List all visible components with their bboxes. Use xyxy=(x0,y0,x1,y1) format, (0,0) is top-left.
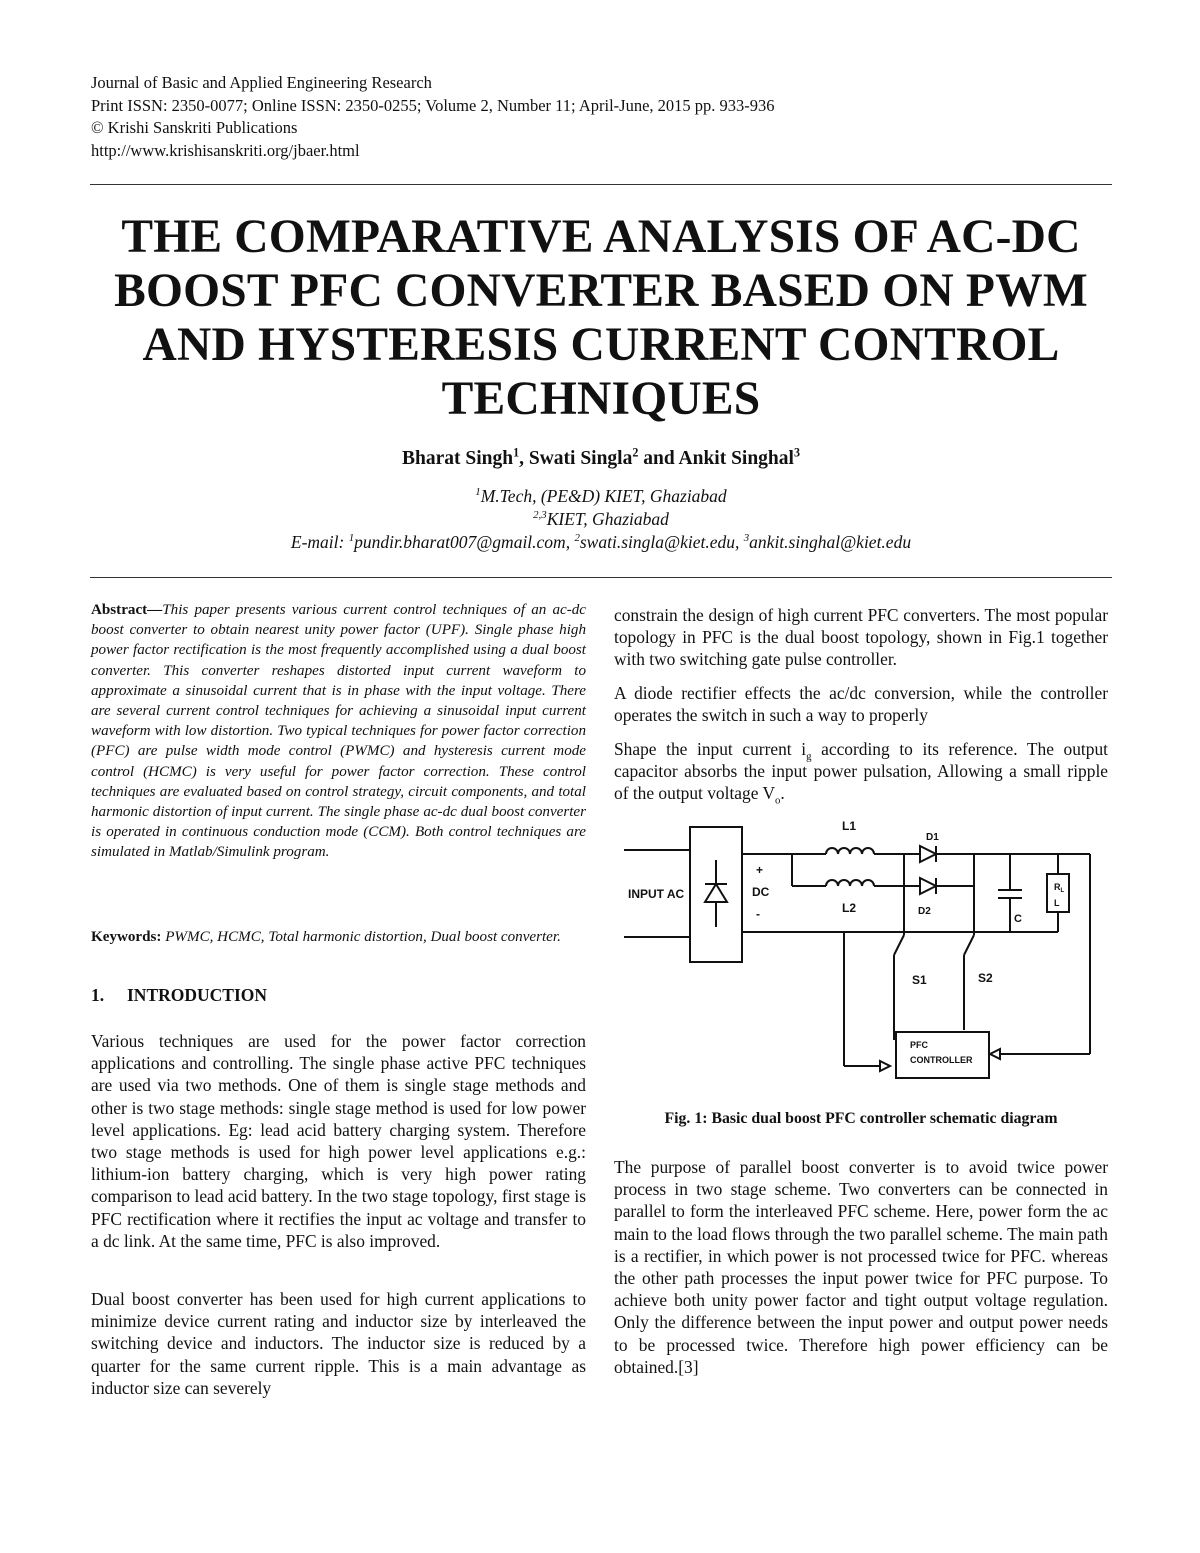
d1-label: D1 xyxy=(926,832,939,843)
l2-label: L2 xyxy=(842,901,857,915)
paragraph: A diode rectifier effects the ac/dc conversion, while the controller operates the switch in such a way to properly xyxy=(614,683,1108,726)
author-name: and Ankit Singhal xyxy=(638,448,794,469)
paragraph: Various techniques are used for the power factor correction applications and controlling. The single phase active PFC techniques are used via two methods. One of them is single stage methods and other is two stage methods: single stage method is used for low power level applications. Eg: lead acid battery charging system. Therefore two stage methods is used for high power level applications e.g.: lithium-ion battery charging, which is very high power rating comparison to lead acid battery. In the two stage topology, first stage is PFC rectification where it rectifies the input ac voltage and transfer to a dc link. At the same time, PFC is also improved. xyxy=(91,1031,586,1251)
affiliation-2 xyxy=(90,509,1112,530)
email-sup: 2 xyxy=(574,532,580,545)
l1-label: L1 xyxy=(842,819,857,833)
keywords-label: Keywords: xyxy=(91,929,166,945)
journal-publisher: © Krishi Sanskriti Publications xyxy=(91,118,298,137)
author-sup: 1 xyxy=(513,445,520,460)
email-line xyxy=(90,532,1112,553)
keywords-text: PWMC, HCMC, Total harmonic distortion, Dual boost converter. xyxy=(165,929,561,945)
inductor-l1 xyxy=(826,848,874,854)
email-prefix: E-mail: xyxy=(290,532,349,552)
author-list xyxy=(90,445,1112,470)
controller-label-2: CONTROLLER xyxy=(910,1055,973,1065)
dc-label: DC xyxy=(752,885,770,899)
email-link[interactable]: ankit.singhal@kiet.edu xyxy=(749,532,912,552)
email-link[interactable]: swati.singla@kiet.edu, xyxy=(579,532,744,552)
journal-issn: Print ISSN: 2350-0077; Online ISSN: 2350-0255; Volume 2, Number 11; April-June, 2015 pp. 933-936 xyxy=(91,95,775,115)
abstract-text: This paper presents various current control techniques of an ac-dc boost converter to obtain nearest unity power factor (UPF). Single phase high power factor rectification is the most frequently accomplished using a dual boost converter. This converter reshapes distorted input current waveform to approximate a sinusoidal current that is in phase with the input voltage. There are several current control techniques for achieving a sinusoidal input current waveform with low distortion. Two typical techniques for power factor correction (PFC) are pulse width mode control (PWMC) and hysteresis current mode control (HCMC) is very useful for power factor correction. These control techniques are evaluated based on control strategy, circuit components, and total harmonic distortion of input current. The single phase ac-dc dual boost converter is operated in continuous conduction mode (CCM). Both control techniques are simulated in Matlab/Simulink program. xyxy=(91,602,586,861)
paragraph: The purpose of parallel boost converter is to avoid twice power process in two stage scheme. Two converters can be connected in parallel to form the interleaved PFC scheme. Here, power form the ac main to the load flows through the two parallel scheme. The main path is a rectifier, in which power is not processed twice for PFC. whereas the other path processes the input power twice for PFC purpose. To achieve both unity power factor and tight output voltage regulation. Only the difference between the input power and output power needs to be processed twice. Therefore high power efficiency can be obtained.[3] xyxy=(614,1157,1108,1377)
subscript: o xyxy=(775,794,781,807)
journal-header xyxy=(91,72,775,162)
s1-label: S1 xyxy=(912,973,927,987)
text-run: Shape the input current i xyxy=(614,739,807,759)
subscript: g xyxy=(806,750,812,763)
capacitor-label: C xyxy=(1014,913,1022,925)
paragraph: Dual boost converter has been used for high current applications to minimize device current rating and inductor size by interleaved the switching device and inductors. The inductor size is reduced by a quarter for the same current ripple. This is a main advantage as inductor size can severely xyxy=(91,1289,586,1398)
paragraph: constrain the design of high current PFC converters. The most popular topology in PFC is the dual boost topology, shown in Fig.1 together with two switching gate pulse controller. xyxy=(614,605,1108,670)
figure-caption: Fig. 1: Basic dual boost PFC controller schematic diagram xyxy=(664,1110,1058,1127)
affil-text: KIET, Ghaziabad xyxy=(546,509,669,529)
journal-name: Journal of Basic and Applied Engineering Research xyxy=(91,73,432,92)
inductor-l2 xyxy=(826,880,874,886)
d2-label: D2 xyxy=(918,906,931,917)
dual-boost-pfc-schematic xyxy=(614,810,1108,1100)
input-ac-label: INPUT AC xyxy=(628,887,685,901)
title-line: BOOST PFC CONVERTER BASED ON PWM xyxy=(114,265,1088,317)
journal-url[interactable]: http://www.krishisanskriti.org/jbaer.html xyxy=(91,140,360,160)
header-rule xyxy=(90,184,1112,185)
paper-title xyxy=(90,210,1112,426)
section-title: INTRODUCTION xyxy=(127,985,268,1005)
section-heading-introduction xyxy=(91,985,267,1006)
section-number: 1. xyxy=(91,985,105,1005)
affil-text: M.Tech, (PE&D) KIET, Ghaziabad xyxy=(480,486,727,506)
abstract-label: Abstract— xyxy=(91,602,163,618)
author-name: Bharat Singh xyxy=(401,448,514,469)
controller-label-1: PFC xyxy=(910,1040,928,1050)
email-sup: 3 xyxy=(743,532,750,545)
author-sup: 3 xyxy=(793,445,800,460)
abstract xyxy=(91,600,586,863)
affiliation-1 xyxy=(90,486,1112,507)
text-run: . xyxy=(780,783,785,804)
author-name: , Swati Singla xyxy=(519,448,633,469)
load-label-l: L xyxy=(1054,898,1060,908)
affil-sup: 1 xyxy=(475,486,481,499)
email-link[interactable]: pundir.bharat007@gmail.com, xyxy=(354,532,575,552)
keywords xyxy=(91,927,586,947)
load-label: $R_L$ xyxy=(1054,882,1065,894)
affil-sup: 2,3 xyxy=(533,509,547,522)
text-run: according to its reference. The output capacitor absorbs the input power pulsation, Allowing a small ripple of the output voltage V xyxy=(614,739,1108,804)
title-line: AND HYSTERESIS CURRENT CONTROL xyxy=(142,319,1060,371)
paragraph xyxy=(614,738,1108,805)
affiliation-rule xyxy=(90,577,1112,578)
s2-label: S2 xyxy=(978,971,993,985)
dc-minus-label: - xyxy=(756,907,760,921)
dc-plus-label: + xyxy=(756,863,764,877)
title-line: THE COMPARATIVE ANALYSIS OF AC-DC xyxy=(121,211,1081,263)
title-line: TECHNIQUES xyxy=(441,373,761,425)
author-sup: 2 xyxy=(632,445,639,460)
email-sup: 1 xyxy=(348,532,355,545)
